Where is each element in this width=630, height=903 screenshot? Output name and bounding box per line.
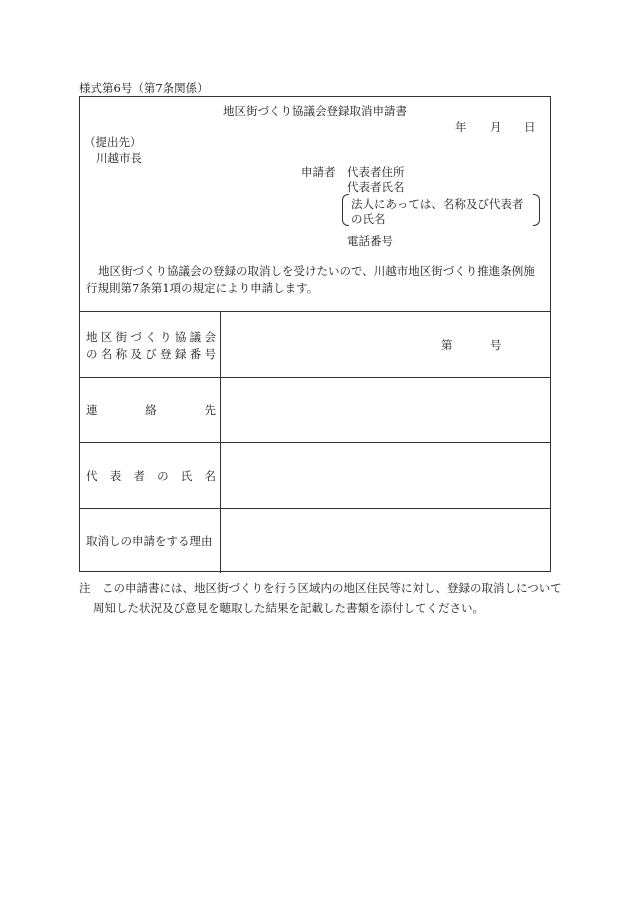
council-label-line1: 地区街づくり協議会	[86, 330, 216, 344]
body-text: 地区街づくり協議会の登録の取消しを受けたいので、川越市地区街づくり推進条例施行規則第7条第1項の規定により申請します。	[86, 264, 535, 295]
right-bracket	[533, 194, 540, 226]
date-month: 月	[490, 120, 502, 134]
applicant-address: 代表者住所	[347, 165, 405, 179]
corp-note-line1: 法人にあっては、名称及び代表者	[351, 197, 524, 211]
form-box	[79, 96, 551, 572]
contact-label: 連絡先	[86, 403, 216, 417]
date-year: 年	[455, 120, 467, 134]
reason-label: 取消しの申請をする理由	[86, 534, 213, 548]
council-label-line2: の名称及び登録番号	[86, 347, 216, 361]
table-top-border	[80, 311, 550, 312]
row-divider-3	[80, 508, 550, 509]
addressee-name: 川越市長	[96, 151, 142, 165]
left-bracket	[342, 194, 349, 226]
row-divider-1	[80, 377, 550, 378]
applicant-name: 代表者氏名	[347, 180, 405, 194]
addressee-heading: （提出先）	[84, 135, 142, 149]
form-title: 地区街づくり協議会登録取消申請書	[223, 104, 407, 118]
row-divider-2	[80, 442, 550, 443]
date-day: 日	[524, 120, 536, 134]
form-number: 様式第6号（第7条関係）	[79, 81, 209, 95]
representative-name-label: 代表者の氏名	[86, 469, 216, 483]
footnote: 注 この申請書には、地区街づくりを行う区域内の地区住民等に対し、登録の取消しについて周知した状況及び意見を聴取した結果を記載した書類を添付してください。	[79, 581, 562, 615]
corp-note-line2: の氏名	[351, 212, 386, 226]
applicant-phone: 電話番号	[347, 234, 393, 248]
registration-number-prefix: 第	[441, 338, 453, 352]
registration-number-suffix: 号	[490, 338, 502, 352]
column-divider	[220, 311, 221, 573]
applicant-label: 申請者	[301, 165, 336, 179]
